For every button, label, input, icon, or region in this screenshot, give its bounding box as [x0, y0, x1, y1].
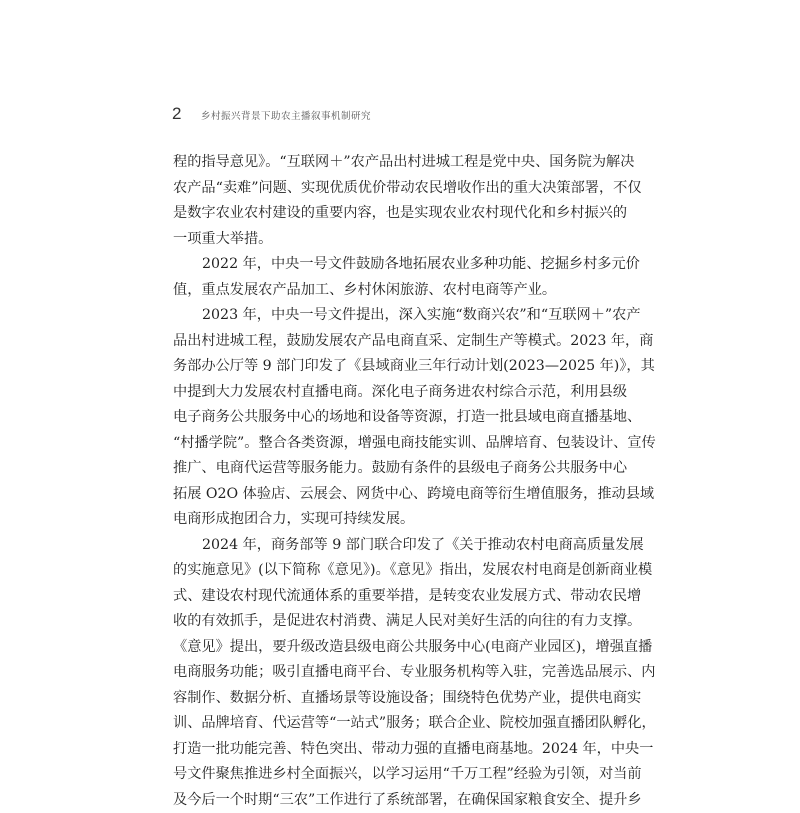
text-line: 务部办公厅等 9 部门印发了《县域商业三年行动计划(2023—2025 年)》，其: [173, 354, 597, 380]
text-line: 电商形成抱团合力，实现可持续发展。: [173, 507, 597, 533]
text-line: 农产品“卖难”问题、实现优质优价带动农民增收作出的重大决策部署，不仅: [173, 176, 597, 202]
text-line: 号文件聚焦推进乡村全面振兴，以学习运用“千万工程”经验为引领，对当前: [173, 762, 597, 788]
text-line: 的实施意见》(以下简称《意见》)。《意见》指出，发展农村电商是创新商业模: [173, 558, 597, 584]
text-line: 是数字农业农村建设的重要内容，也是实现农业农村现代化和乡村振兴的: [173, 201, 597, 227]
body-text: [173, 150, 597, 813]
text-line: 值，重点发展农产品加工、乡村休闲旅游、农村电商等产业。: [173, 278, 597, 304]
text-line: 2022 年，中央一号文件鼓励各地拓展农业多种功能、挖掘乡村多元价: [173, 252, 597, 278]
text-line: 拓展 O2O 体验店、云展会、网货中心、跨境电商等衍生增值服务，推动县域: [173, 482, 597, 508]
text-line: 2023 年，中央一号文件提出，深入实施“数商兴农”和“互联网＋”农产: [173, 303, 597, 329]
text-line: 品出村进城工程，鼓励发展农产品电商直采、定制生产等模式。2023 年，商: [173, 329, 597, 355]
running-title: 乡村振兴背景下助农主播叙事机制研究: [201, 108, 371, 122]
text-line: 2024 年，商务部等 9 部门联合印发了《关于推动农村电商高质量发展: [173, 533, 597, 559]
text-line: 训、品牌培育、代运营等“一站式”服务；联合企业、院校加强直播团队孵化，: [173, 711, 597, 737]
text-line: 式、建设农村现代流通体系的重要举措，是转变农业发展方式、带动农民增: [173, 584, 597, 610]
text-line: 收的有效抓手，是促进农村消费、满足人民对美好生活的向往的有力支撑。: [173, 609, 597, 635]
text-line: 程的指导意见》。“互联网＋”农产品出村进城工程是党中央、国务院为解决: [173, 150, 597, 176]
text-line: 及今后一个时期“三农”工作进行了系统部署，在确保国家粮食安全、提升乡: [173, 788, 597, 813]
text-line: 容制作、数据分析、直播场景等设施设备；围绕特色优势产业，提供电商实: [173, 686, 597, 712]
text-line: 《意见》提出，要升级改造县级电商公共服务中心(电商产业园区)，增强直播: [173, 635, 597, 661]
text-line: 一项重大举措。: [173, 227, 597, 253]
text-line: 电商服务功能；吸引直播电商平台、专业服务机构等入驻，完善选品展示、内: [173, 660, 597, 686]
text-line: 中提到大力发展农村直播电商。深化电子商务进农村综合示范，利用县级: [173, 380, 597, 406]
page-number: 2: [172, 104, 181, 124]
text-line: 电子商务公共服务中心的场地和设备等资源，打造一批县域电商直播基地、: [173, 405, 597, 431]
text-line: 打造一批功能完善、特色突出、带动力强的直播电商基地。2024 年，中央一: [173, 737, 597, 763]
text-line: 推广、电商代运营等服务能力。鼓励有条件的县级电子商务公共服务中心: [173, 456, 597, 482]
text-line: “村播学院”。整合各类资源，增强电商技能实训、品牌培育、包装设计、宣传: [173, 431, 597, 457]
